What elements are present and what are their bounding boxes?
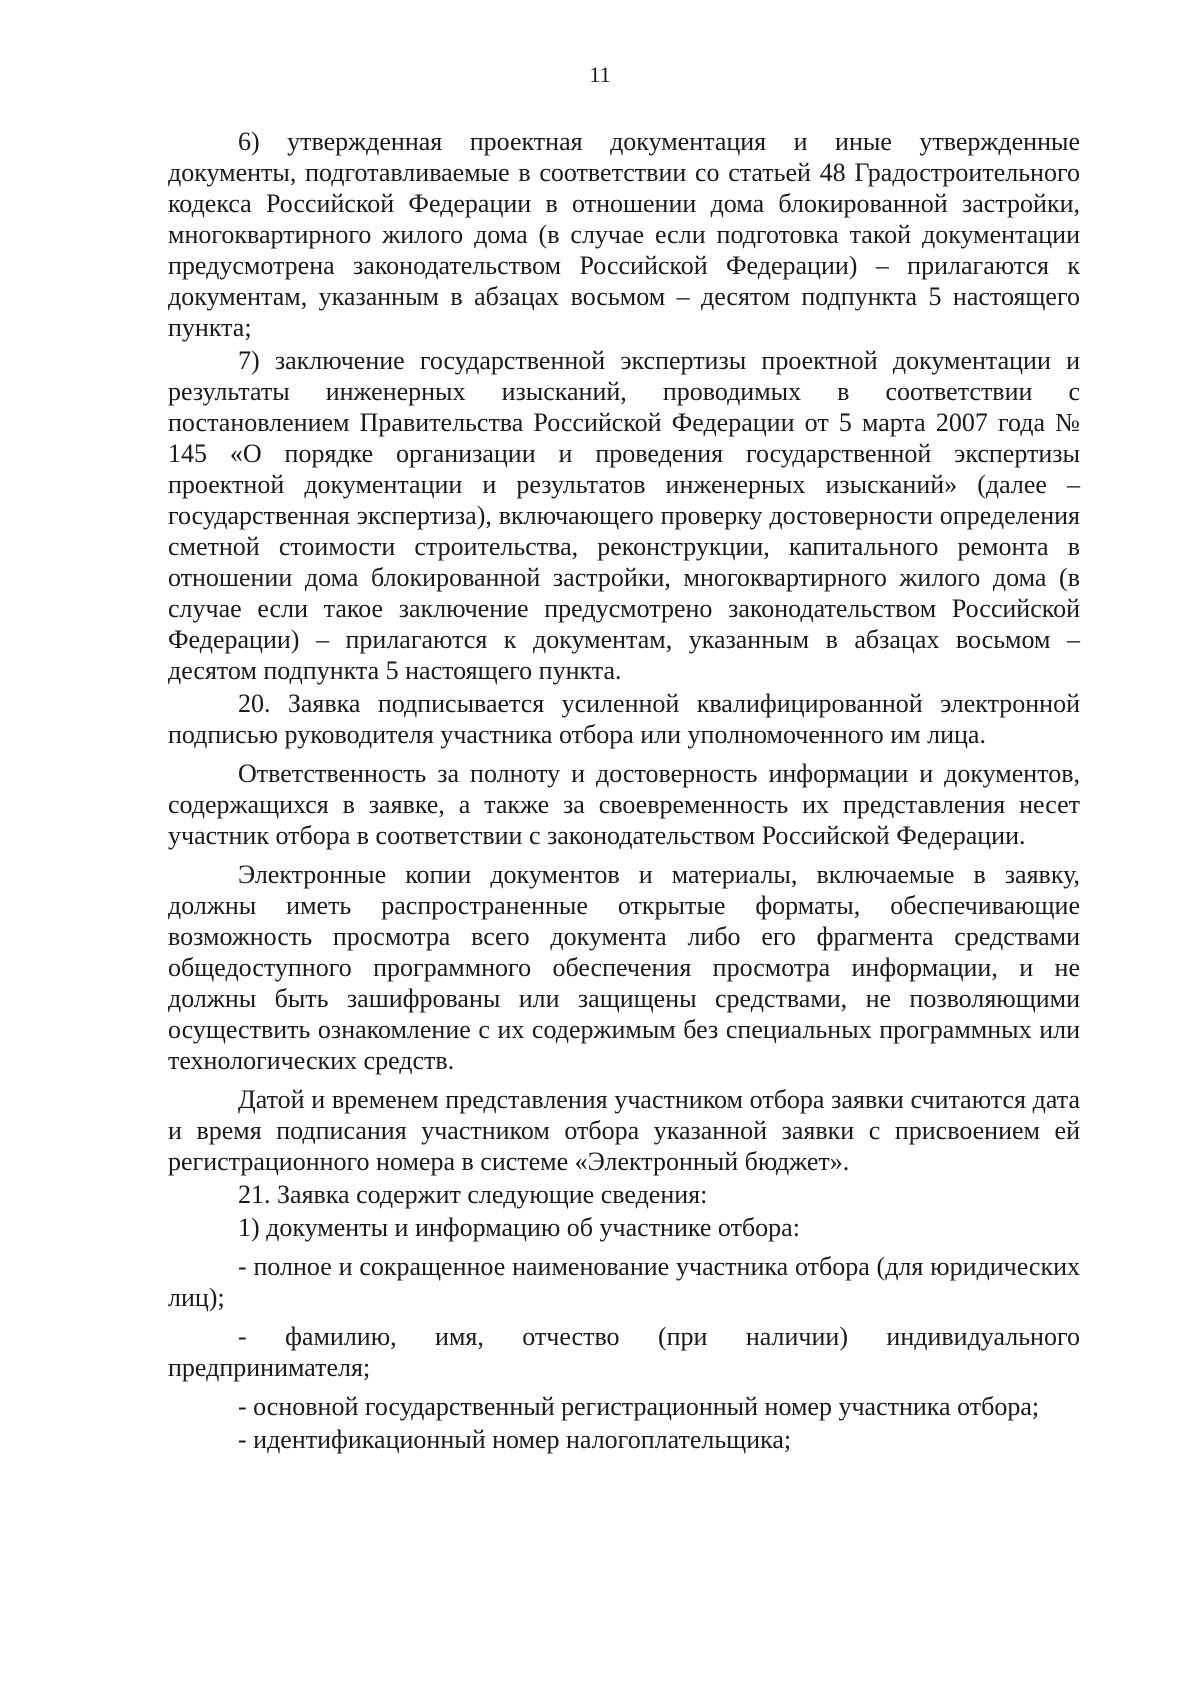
paragraph-item-6: 6) утвержденная проектная документация и иные утвержденные документы, подготавливаемые в соответствии со статьей 48 Градостроительного кодекса Российской Федерации в отношении дома блокированной застройки, многоквартирного жилого дома (в случае если подготовка такой документации предусмотрена законодательством Российской Федерации) – прилагаются к документам, указанным в абзацах восьмом – десятом подпункта 5 настоящего пункта; — [168, 127, 1080, 342]
list-item-ogrn: - основной государственный регистрационный номер участника отбора; — [238, 1392, 1040, 1421]
paragraph-item-7: 7) заключение государственной экспертизы проектной документации и результаты инженерных изысканий, проводимых в соответствии с постановлением Правительства Российской Федерации от 5 марта 2007 года № 145 «О порядке организации и проведения государственной экспертизы проектной документации и результатов инженерных изысканий» (далее – государственная экспертиза), включающего проверку достоверности определения сметной стоимости строительства, реконструкции, капитального ремонта в отношении дома блокированной застройки, многоквартирного жилого дома (в случае если такое заключение предусмотрено законодательством Российской Федерации) – прилагаются к документам, указанным в абзацах восьмом – десятом подпункта 5 настоящего пункта. — [168, 346, 1080, 685]
paragraph-electronic-copies: Электронные копии документов и материалы, включаемые в заявку, должны иметь распространенные открытые форматы, обеспечивающие возможность просмотра всего документа либо его фрагмента средствами общедоступного программного обеспечения просмотра информации, и не должны быть зашифрованы или защищены средствами, не позволяющими осуществить ознакомление с их содержимым без специальных программных или технологических средств. — [168, 860, 1080, 1075]
paragraph-item-1-documents: 1) документы и информацию об участнике отбора: — [238, 1213, 800, 1242]
document-body — [168, 126, 1080, 1457]
paragraph-submission-date: Датой и временем представления участником отбора заявки считаются дата и время подписания участником отбора указанной заявки с присвоением ей регистрационного номера в системе «Электронный бюджет». — [168, 1085, 1080, 1176]
list-item-entrepreneur-name: - фамилию, имя, отчество (при наличии) индивидуального предпринимателя; — [168, 1322, 1080, 1382]
paragraph-responsibility: Ответственность за полноту и достоверность информации и документов, содержащихся в заявке, а также за своевременность их представления несет участник отбора в соответствии с законодательством Российской Федерации. — [168, 759, 1080, 850]
page-number: 11 — [589, 62, 611, 87]
paragraph-clause-21: 21. Заявка содержит следующие сведения: — [238, 1180, 708, 1209]
paragraph-clause-20: 20. Заявка подписывается усиленной квалифицированной электронной подписью руководителя участника отбора или уполномоченного им лица. — [168, 689, 1080, 749]
list-item-full-name: - полное и сокращенное наименование участника отбора (для юридических лиц); — [168, 1252, 1080, 1312]
list-item-inn: - идентификационный номер налогоплательщика; — [238, 1425, 792, 1454]
